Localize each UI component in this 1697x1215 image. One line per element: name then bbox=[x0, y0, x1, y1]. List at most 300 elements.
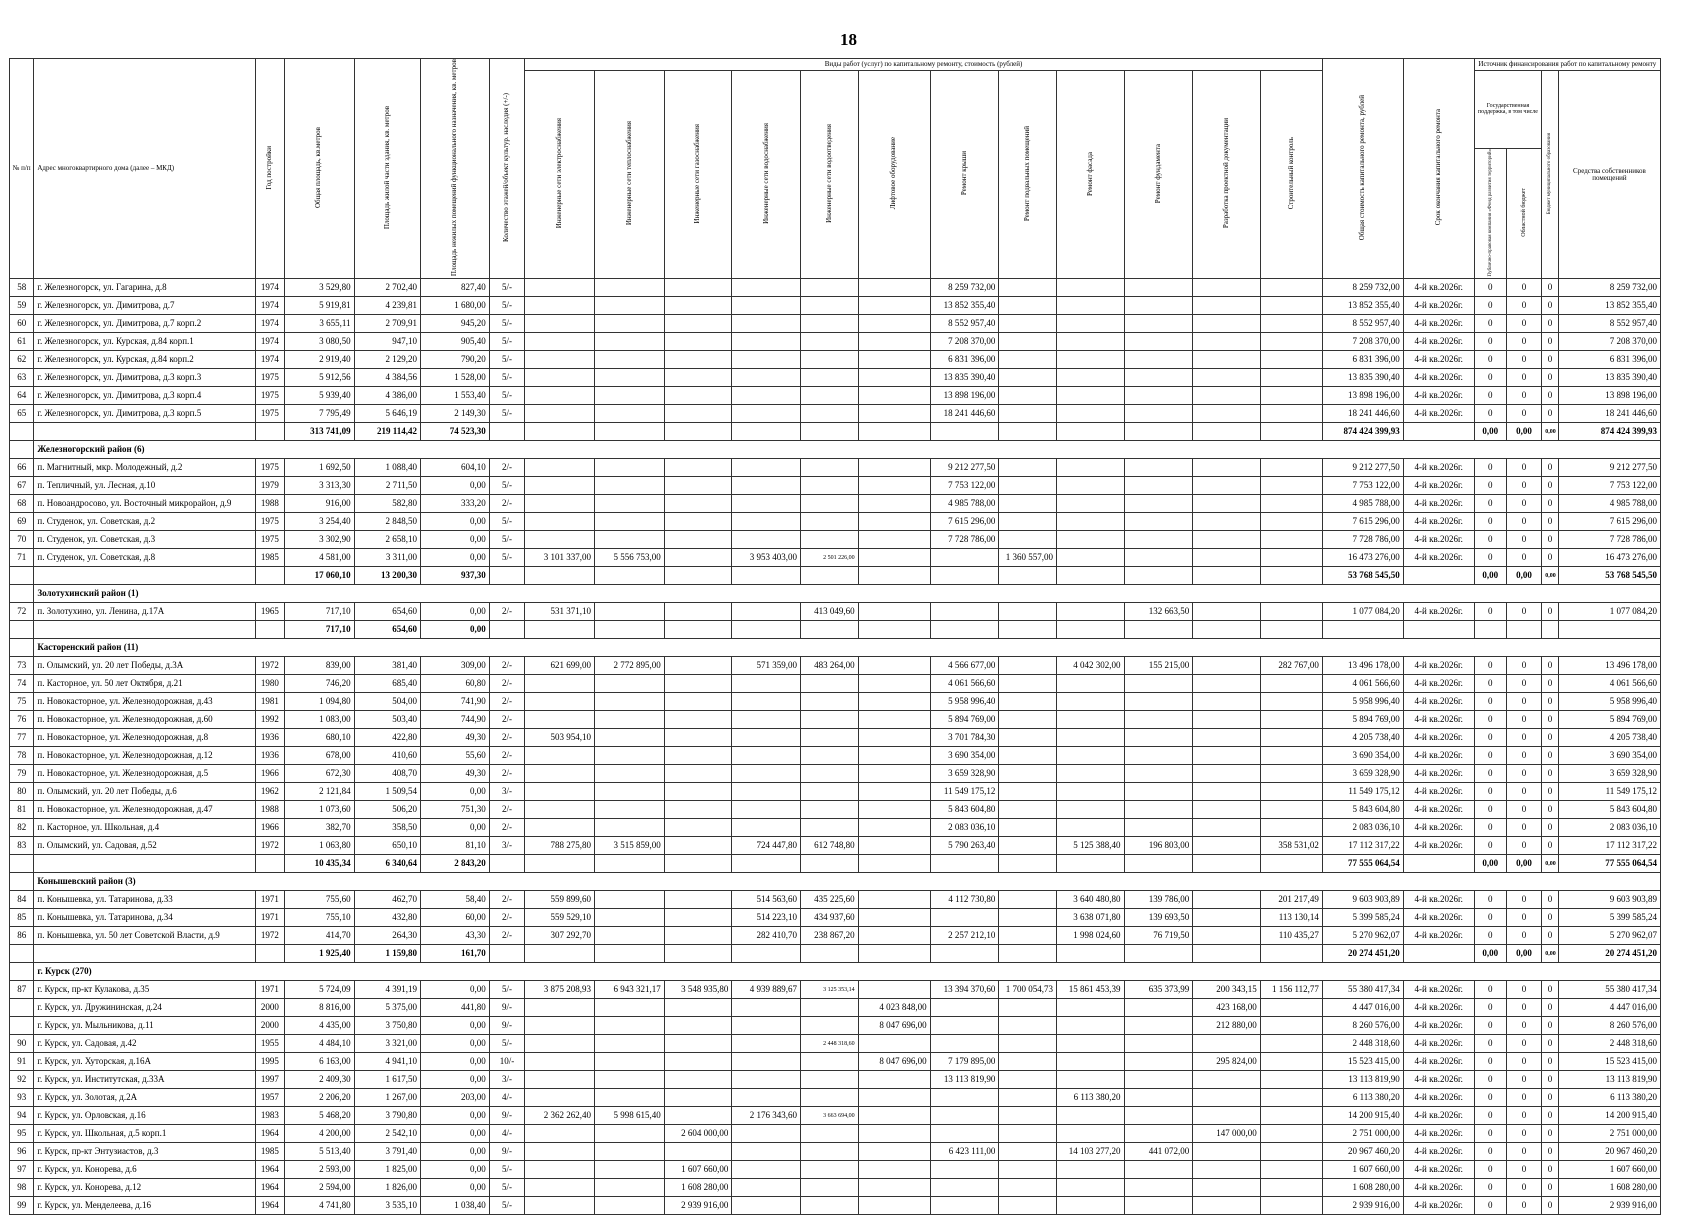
fund-cell: 0 bbox=[1474, 1179, 1506, 1197]
work-cost-cell bbox=[930, 1179, 999, 1197]
work-cost-cell: 514 223,10 bbox=[732, 909, 801, 927]
header-works-group: Виды работ (услуг) по капитальному ремонту, стоимость (рублей) bbox=[525, 59, 1323, 71]
work-cost-cell bbox=[1056, 297, 1124, 315]
regional-budget-cell: 0 bbox=[1506, 333, 1541, 351]
work-cost-cell bbox=[801, 1017, 859, 1035]
total-cost-cell: 5 399 585,24 bbox=[1322, 909, 1403, 927]
work-cost-cell bbox=[858, 819, 930, 837]
address-cell: п. Студенок, ул. Советская, д.8 bbox=[34, 549, 256, 567]
work-cost-cell: 435 225,60 bbox=[801, 891, 859, 909]
fund-cell: 0 bbox=[1474, 657, 1506, 675]
work-cost-cell bbox=[664, 1017, 732, 1035]
work-cost-cell bbox=[594, 315, 664, 333]
district-name: Касторенский район (11) bbox=[34, 639, 1661, 657]
empty-cell bbox=[999, 945, 1057, 963]
work-cost-cell: 8 047 696,00 bbox=[858, 1017, 930, 1035]
owners-funds-cell: 20 967 460,20 bbox=[1558, 1143, 1660, 1161]
empty-cell bbox=[999, 621, 1057, 639]
total-cost-cell: 13 852 355,40 bbox=[1322, 297, 1403, 315]
work-cost-cell bbox=[1056, 351, 1124, 369]
address-cell: п. Магнитный, мкр. Молодежный, д.2 bbox=[34, 459, 256, 477]
total-area-cell: 2 594,00 bbox=[284, 1179, 354, 1197]
nonliving-area-cell: 333,20 bbox=[421, 495, 490, 513]
work-cost-cell bbox=[525, 279, 595, 297]
work-cost-cell bbox=[1193, 1161, 1261, 1179]
work-cost-cell bbox=[594, 513, 664, 531]
empty-cell bbox=[594, 621, 664, 639]
work-cost-cell bbox=[1124, 729, 1193, 747]
work-cost-cell bbox=[664, 495, 732, 513]
subtotal-nonliving-area: 0,00 bbox=[421, 621, 490, 639]
table-row bbox=[10, 729, 1661, 747]
work-cost-cell bbox=[594, 1035, 664, 1053]
row-number: 79 bbox=[10, 765, 34, 783]
row-number: 93 bbox=[10, 1089, 34, 1107]
work-cost-cell bbox=[1193, 693, 1261, 711]
owners-funds-cell: 8 260 576,00 bbox=[1558, 1017, 1660, 1035]
work-cost-cell bbox=[1193, 549, 1261, 567]
work-cost-cell bbox=[732, 603, 801, 621]
address-cell: п. Касторное, ул. Школьная, д.4 bbox=[34, 819, 256, 837]
work-cost-cell bbox=[525, 1017, 595, 1035]
work-cost-cell: 4 985 788,00 bbox=[930, 495, 999, 513]
row-number: 62 bbox=[10, 351, 34, 369]
work-cost-cell: 13 898 196,00 bbox=[930, 387, 999, 405]
floors-cell: 2/- bbox=[489, 711, 524, 729]
work-cost-cell bbox=[801, 513, 859, 531]
work-cost-cell bbox=[664, 279, 732, 297]
municipal-budget-cell: 0 bbox=[1542, 729, 1559, 747]
work-cost-cell bbox=[664, 711, 732, 729]
work-cost-cell bbox=[594, 603, 664, 621]
living-area-cell: 1 826,00 bbox=[354, 1179, 420, 1197]
row-number: 63 bbox=[10, 369, 34, 387]
work-cost-cell: 7 753 122,00 bbox=[930, 477, 999, 495]
work-cost-cell bbox=[664, 657, 732, 675]
work-cost-cell bbox=[732, 819, 801, 837]
work-cost-cell: 15 861 453,39 bbox=[1056, 981, 1124, 999]
total-cost-cell: 9 603 903,89 bbox=[1322, 891, 1403, 909]
work-cost-cell bbox=[858, 1161, 930, 1179]
living-area-cell: 1 267,00 bbox=[354, 1089, 420, 1107]
nonliving-area-cell: 0,00 bbox=[421, 549, 490, 567]
empty-cell bbox=[1124, 855, 1193, 873]
work-cost-cell: 724 447,80 bbox=[732, 837, 801, 855]
total-area-cell: 680,10 bbox=[284, 729, 354, 747]
deadline-cell: 4-й кв.2026г. bbox=[1403, 891, 1474, 909]
regional-budget-cell: 0 bbox=[1506, 1125, 1541, 1143]
table-row bbox=[10, 1143, 1661, 1161]
work-cost-cell: 3 701 784,30 bbox=[930, 729, 999, 747]
work-cost-cell bbox=[1193, 765, 1261, 783]
row-number: 81 bbox=[10, 801, 34, 819]
year-cell: 1964 bbox=[255, 1161, 284, 1179]
row-number: 76 bbox=[10, 711, 34, 729]
work-cost-cell bbox=[1056, 801, 1124, 819]
nonliving-area-cell: 0,00 bbox=[421, 1179, 490, 1197]
work-cost-cell: 13 394 370,60 bbox=[930, 981, 999, 999]
deadline-cell: 4-й кв.2026г. bbox=[1403, 927, 1474, 945]
regional-budget-cell: 0 bbox=[1506, 513, 1541, 531]
table-row bbox=[10, 1017, 1661, 1035]
work-cost-cell bbox=[930, 549, 999, 567]
address-cell: г. Курск, ул. Хуторская, д.16А bbox=[34, 1053, 256, 1071]
work-cost-cell bbox=[999, 729, 1057, 747]
regional-budget-cell: 0 bbox=[1506, 765, 1541, 783]
owners-funds-cell: 13 852 355,40 bbox=[1558, 297, 1660, 315]
work-cost-cell bbox=[732, 333, 801, 351]
fund-cell: 0 bbox=[1474, 909, 1506, 927]
work-cost-cell: 6 831 396,00 bbox=[930, 351, 999, 369]
living-area-cell: 4 941,10 bbox=[354, 1053, 420, 1071]
table-row bbox=[10, 783, 1661, 801]
deadline-cell: 4-й кв.2026г. bbox=[1403, 711, 1474, 729]
work-cost-cell bbox=[732, 1125, 801, 1143]
empty-cell bbox=[1260, 621, 1322, 639]
work-cost-cell bbox=[858, 729, 930, 747]
floors-cell: 5/- bbox=[489, 1035, 524, 1053]
address-cell: г. Курск, ул. Орловская, д.16 bbox=[34, 1107, 256, 1125]
total-cost-cell: 55 380 417,34 bbox=[1322, 981, 1403, 999]
empty-cell bbox=[1193, 567, 1261, 585]
work-cost-cell bbox=[732, 387, 801, 405]
row-number: 70 bbox=[10, 531, 34, 549]
empty-cell bbox=[34, 945, 256, 963]
empty-cell bbox=[1403, 621, 1474, 639]
total-area-cell: 2 593,00 bbox=[284, 1161, 354, 1179]
work-cost-cell bbox=[525, 711, 595, 729]
address-cell: г. Курск, пр-кт Энтузиастов, д.3 bbox=[34, 1143, 256, 1161]
work-cost-cell bbox=[525, 351, 595, 369]
header-deadline: Срок окончания капитального ремонта bbox=[1403, 59, 1474, 279]
living-area-cell: 2 709,91 bbox=[354, 315, 420, 333]
row-number: 67 bbox=[10, 477, 34, 495]
total-cost-cell: 5 843 604,80 bbox=[1322, 801, 1403, 819]
work-cost-cell: 6 113 380,20 bbox=[1056, 1089, 1124, 1107]
fund-cell: 0 bbox=[1474, 981, 1506, 999]
subtotal-nonliving-area: 161,70 bbox=[421, 945, 490, 963]
work-cost-cell bbox=[801, 333, 859, 351]
living-area-cell: 264,30 bbox=[354, 927, 420, 945]
table-row bbox=[10, 297, 1661, 315]
work-cost-cell bbox=[664, 999, 732, 1017]
work-cost-cell bbox=[594, 297, 664, 315]
work-cost-cell bbox=[858, 1179, 930, 1197]
work-cost-cell bbox=[801, 999, 859, 1017]
work-cost-cell bbox=[525, 477, 595, 495]
fund-cell: 0 bbox=[1474, 729, 1506, 747]
floors-cell: 5/- bbox=[489, 981, 524, 999]
work-cost-cell bbox=[525, 675, 595, 693]
work-cost-cell bbox=[1056, 1107, 1124, 1125]
total-cost-cell: 13 496 178,00 bbox=[1322, 657, 1403, 675]
work-cost-cell: 295 824,00 bbox=[1193, 1053, 1261, 1071]
header-total-cost: Общая стоимость капитального ремонта, рублей bbox=[1322, 59, 1403, 279]
work-cost-cell bbox=[1124, 819, 1193, 837]
empty-cell bbox=[732, 621, 801, 639]
work-cost-cell: 413 049,60 bbox=[801, 603, 859, 621]
work-cost-cell bbox=[732, 783, 801, 801]
work-cost-cell bbox=[594, 531, 664, 549]
work-cost-cell bbox=[1056, 1197, 1124, 1215]
work-cost-cell bbox=[1193, 387, 1261, 405]
deadline-cell: 4-й кв.2026г. bbox=[1403, 531, 1474, 549]
work-cost-cell bbox=[732, 1143, 801, 1161]
work-cost-cell bbox=[525, 747, 595, 765]
deadline-cell: 4-й кв.2026г. bbox=[1403, 1071, 1474, 1089]
total-cost-cell: 1 607 660,00 bbox=[1322, 1161, 1403, 1179]
work-cost-cell bbox=[999, 513, 1057, 531]
total-cost-cell: 20 967 460,20 bbox=[1322, 1143, 1403, 1161]
year-cell: 1985 bbox=[255, 1143, 284, 1161]
total-area-cell: 414,70 bbox=[284, 927, 354, 945]
nonliving-area-cell: 1 553,40 bbox=[421, 387, 490, 405]
work-cost-cell bbox=[999, 279, 1057, 297]
address-cell: п. Новокасторное, ул. Железнодорожная, д.43 bbox=[34, 693, 256, 711]
nonliving-area-cell: 203,00 bbox=[421, 1089, 490, 1107]
municipal-budget-cell: 0 bbox=[1542, 891, 1559, 909]
regional-budget-cell: 0 bbox=[1506, 459, 1541, 477]
work-cost-cell bbox=[732, 1179, 801, 1197]
work-cost-cell bbox=[1124, 1125, 1193, 1143]
work-cost-cell bbox=[1056, 315, 1124, 333]
fund-cell: 0 bbox=[1474, 999, 1506, 1017]
work-cost-cell bbox=[1124, 1161, 1193, 1179]
year-cell: 1957 bbox=[255, 1089, 284, 1107]
work-cost-cell bbox=[801, 747, 859, 765]
work-cost-cell bbox=[858, 513, 930, 531]
subtotal-owners-funds: 874 424 399,93 bbox=[1558, 423, 1660, 441]
owners-funds-cell: 3 690 354,00 bbox=[1558, 747, 1660, 765]
work-cost-cell bbox=[732, 531, 801, 549]
municipal-budget-cell: 0 bbox=[1542, 603, 1559, 621]
header-w6: Лифтовое оборудование bbox=[858, 71, 930, 279]
work-cost-cell: 788 275,80 bbox=[525, 837, 595, 855]
living-area-cell: 5 375,00 bbox=[354, 999, 420, 1017]
work-cost-cell bbox=[1193, 513, 1261, 531]
fund-cell: 0 bbox=[1474, 1089, 1506, 1107]
work-cost-cell: 5 790 263,40 bbox=[930, 837, 999, 855]
subtotal-municipal-budget: 0,00 bbox=[1542, 945, 1559, 963]
floors-cell: 5/- bbox=[489, 477, 524, 495]
work-cost-cell bbox=[664, 927, 732, 945]
row-number: 92 bbox=[10, 1071, 34, 1089]
living-area-cell: 3 790,80 bbox=[354, 1107, 420, 1125]
floors-cell: 2/- bbox=[489, 927, 524, 945]
work-cost-cell bbox=[1193, 603, 1261, 621]
subtotal-living-area: 6 340,64 bbox=[354, 855, 420, 873]
work-cost-cell bbox=[930, 1107, 999, 1125]
empty-cell bbox=[1403, 855, 1474, 873]
municipal-budget-cell: 0 bbox=[1542, 711, 1559, 729]
fund-cell: 0 bbox=[1474, 279, 1506, 297]
row-number: 80 bbox=[10, 783, 34, 801]
work-cost-cell bbox=[1260, 351, 1322, 369]
header-state-group: Государственная поддержка, в том числе bbox=[1474, 71, 1542, 149]
work-cost-cell: 3 548 935,80 bbox=[664, 981, 732, 999]
work-cost-cell bbox=[1056, 747, 1124, 765]
work-cost-cell bbox=[1056, 765, 1124, 783]
subtotal-total-area: 1 925,40 bbox=[284, 945, 354, 963]
empty-cell bbox=[594, 567, 664, 585]
subtotal-municipal-budget: 0,00 bbox=[1542, 423, 1559, 441]
fund-cell: 0 bbox=[1474, 1143, 1506, 1161]
total-area-cell: 3 254,40 bbox=[284, 513, 354, 531]
municipal-budget-cell: 0 bbox=[1542, 747, 1559, 765]
living-area-cell: 4 384,56 bbox=[354, 369, 420, 387]
work-cost-cell: 13 852 355,40 bbox=[930, 297, 999, 315]
work-cost-cell bbox=[1260, 801, 1322, 819]
work-cost-cell bbox=[525, 1143, 595, 1161]
total-area-cell: 5 468,20 bbox=[284, 1107, 354, 1125]
row-number: 64 bbox=[10, 387, 34, 405]
empty-cell bbox=[525, 423, 595, 441]
subtotal-nonliving-area: 2 843,20 bbox=[421, 855, 490, 873]
year-cell: 1975 bbox=[255, 531, 284, 549]
living-area-cell: 3 535,10 bbox=[354, 1197, 420, 1215]
work-cost-cell bbox=[664, 1107, 732, 1125]
empty-cell bbox=[801, 855, 859, 873]
empty-cell bbox=[1193, 423, 1261, 441]
nonliving-area-cell: 751,30 bbox=[421, 801, 490, 819]
subtotal-owners-funds: 20 274 451,20 bbox=[1558, 945, 1660, 963]
fund-cell: 0 bbox=[1474, 1125, 1506, 1143]
empty-cell bbox=[664, 855, 732, 873]
fund-cell: 0 bbox=[1474, 891, 1506, 909]
floors-cell: 2/- bbox=[489, 819, 524, 837]
work-cost-cell bbox=[999, 1197, 1057, 1215]
work-cost-cell bbox=[664, 837, 732, 855]
work-cost-cell: 3 638 071,80 bbox=[1056, 909, 1124, 927]
total-area-cell: 7 795,49 bbox=[284, 405, 354, 423]
fund-cell: 0 bbox=[1474, 675, 1506, 693]
empty-cell bbox=[1124, 423, 1193, 441]
owners-funds-cell: 4 061 566,60 bbox=[1558, 675, 1660, 693]
fund-cell: 0 bbox=[1474, 1107, 1506, 1125]
regional-budget-cell: 0 bbox=[1506, 1179, 1541, 1197]
row-number: 91 bbox=[10, 1053, 34, 1071]
regional-budget-cell: 0 bbox=[1506, 837, 1541, 855]
fund-cell: 0 bbox=[1474, 801, 1506, 819]
empty-cell bbox=[525, 621, 595, 639]
work-cost-cell bbox=[1260, 1017, 1322, 1035]
address-cell: г. Железногорск, ул. Гагарина, д.8 bbox=[34, 279, 256, 297]
living-area-cell: 2 658,10 bbox=[354, 531, 420, 549]
owners-funds-cell: 17 112 317,22 bbox=[1558, 837, 1660, 855]
work-cost-cell bbox=[1260, 333, 1322, 351]
work-cost-cell: 201 217,49 bbox=[1260, 891, 1322, 909]
floors-cell: 2/- bbox=[489, 765, 524, 783]
work-cost-cell: 3 953 403,00 bbox=[732, 549, 801, 567]
work-cost-cell bbox=[525, 459, 595, 477]
work-cost-cell bbox=[1193, 1143, 1261, 1161]
work-cost-cell bbox=[858, 531, 930, 549]
municipal-budget-cell: 0 bbox=[1542, 837, 1559, 855]
subtotal-total-area: 17 060,10 bbox=[284, 567, 354, 585]
deadline-cell: 4-й кв.2026г. bbox=[1403, 279, 1474, 297]
regional-budget-cell: 0 bbox=[1506, 801, 1541, 819]
empty-cell bbox=[732, 855, 801, 873]
living-area-cell: 650,10 bbox=[354, 837, 420, 855]
work-cost-cell: 4 042 302,00 bbox=[1056, 657, 1124, 675]
deadline-cell: 4-й кв.2026г. bbox=[1403, 693, 1474, 711]
deadline-cell: 4-й кв.2026г. bbox=[1403, 369, 1474, 387]
empty-cell bbox=[255, 855, 284, 873]
year-cell: 1971 bbox=[255, 891, 284, 909]
district-name: г. Курск (270) bbox=[34, 963, 1661, 981]
work-cost-cell bbox=[1193, 711, 1261, 729]
municipal-budget-cell: 0 bbox=[1542, 801, 1559, 819]
living-area-cell: 462,70 bbox=[354, 891, 420, 909]
work-cost-cell bbox=[1124, 1089, 1193, 1107]
work-cost-cell bbox=[594, 675, 664, 693]
empty-cell bbox=[255, 567, 284, 585]
work-cost-cell bbox=[801, 801, 859, 819]
empty-cell bbox=[34, 423, 256, 441]
floors-cell: 5/- bbox=[489, 351, 524, 369]
row-number: 94 bbox=[10, 1107, 34, 1125]
fund-cell: 0 bbox=[1474, 333, 1506, 351]
work-cost-cell: 358 531,02 bbox=[1260, 837, 1322, 855]
header-w11: Разработка проектной документации bbox=[1193, 71, 1261, 279]
row-number: 84 bbox=[10, 891, 34, 909]
nonliving-area-cell: 0,00 bbox=[421, 513, 490, 531]
work-cost-cell bbox=[525, 513, 595, 531]
floors-cell: 2/- bbox=[489, 801, 524, 819]
work-cost-cell: 282 410,70 bbox=[732, 927, 801, 945]
work-cost-cell bbox=[1056, 369, 1124, 387]
work-cost-cell bbox=[858, 801, 930, 819]
work-cost-cell bbox=[1260, 675, 1322, 693]
work-cost-cell bbox=[999, 1161, 1057, 1179]
living-area-cell: 2 129,20 bbox=[354, 351, 420, 369]
municipal-budget-cell: 0 bbox=[1542, 315, 1559, 333]
work-cost-cell bbox=[1056, 711, 1124, 729]
work-cost-cell: 441 072,00 bbox=[1124, 1143, 1193, 1161]
district-name: Конышевский район (3) bbox=[34, 873, 1661, 891]
row-number: 98 bbox=[10, 1179, 34, 1197]
work-cost-cell bbox=[858, 549, 930, 567]
work-cost-cell bbox=[1260, 783, 1322, 801]
work-cost-cell: 7 615 296,00 bbox=[930, 513, 999, 531]
work-cost-cell: 147 000,00 bbox=[1193, 1125, 1261, 1143]
owners-funds-cell: 16 473 276,00 bbox=[1558, 549, 1660, 567]
work-cost-cell bbox=[732, 1035, 801, 1053]
owners-funds-cell: 4 447 016,00 bbox=[1558, 999, 1660, 1017]
subtotal-row bbox=[10, 423, 1661, 441]
work-cost-cell bbox=[664, 369, 732, 387]
work-cost-cell bbox=[1193, 531, 1261, 549]
year-cell: 2000 bbox=[255, 999, 284, 1017]
regional-budget-cell: 0 bbox=[1506, 711, 1541, 729]
address-cell: п. Касторное, ул. 50 лет Октября, д.21 bbox=[34, 675, 256, 693]
nonliving-area-cell: 60,80 bbox=[421, 675, 490, 693]
municipal-budget-cell: 0 bbox=[1542, 279, 1559, 297]
work-cost-cell bbox=[1056, 729, 1124, 747]
regional-budget-cell: 0 bbox=[1506, 819, 1541, 837]
floors-cell: 9/- bbox=[489, 999, 524, 1017]
living-area-cell: 504,00 bbox=[354, 693, 420, 711]
table-row bbox=[10, 279, 1661, 297]
work-cost-cell: 14 103 277,20 bbox=[1056, 1143, 1124, 1161]
work-cost-cell bbox=[732, 405, 801, 423]
deadline-cell: 4-й кв.2026г. bbox=[1403, 1089, 1474, 1107]
total-area-cell: 678,00 bbox=[284, 747, 354, 765]
work-cost-cell bbox=[664, 531, 732, 549]
floors-cell: 5/- bbox=[489, 1179, 524, 1197]
work-cost-cell bbox=[1193, 297, 1261, 315]
work-cost-cell bbox=[1056, 1017, 1124, 1035]
